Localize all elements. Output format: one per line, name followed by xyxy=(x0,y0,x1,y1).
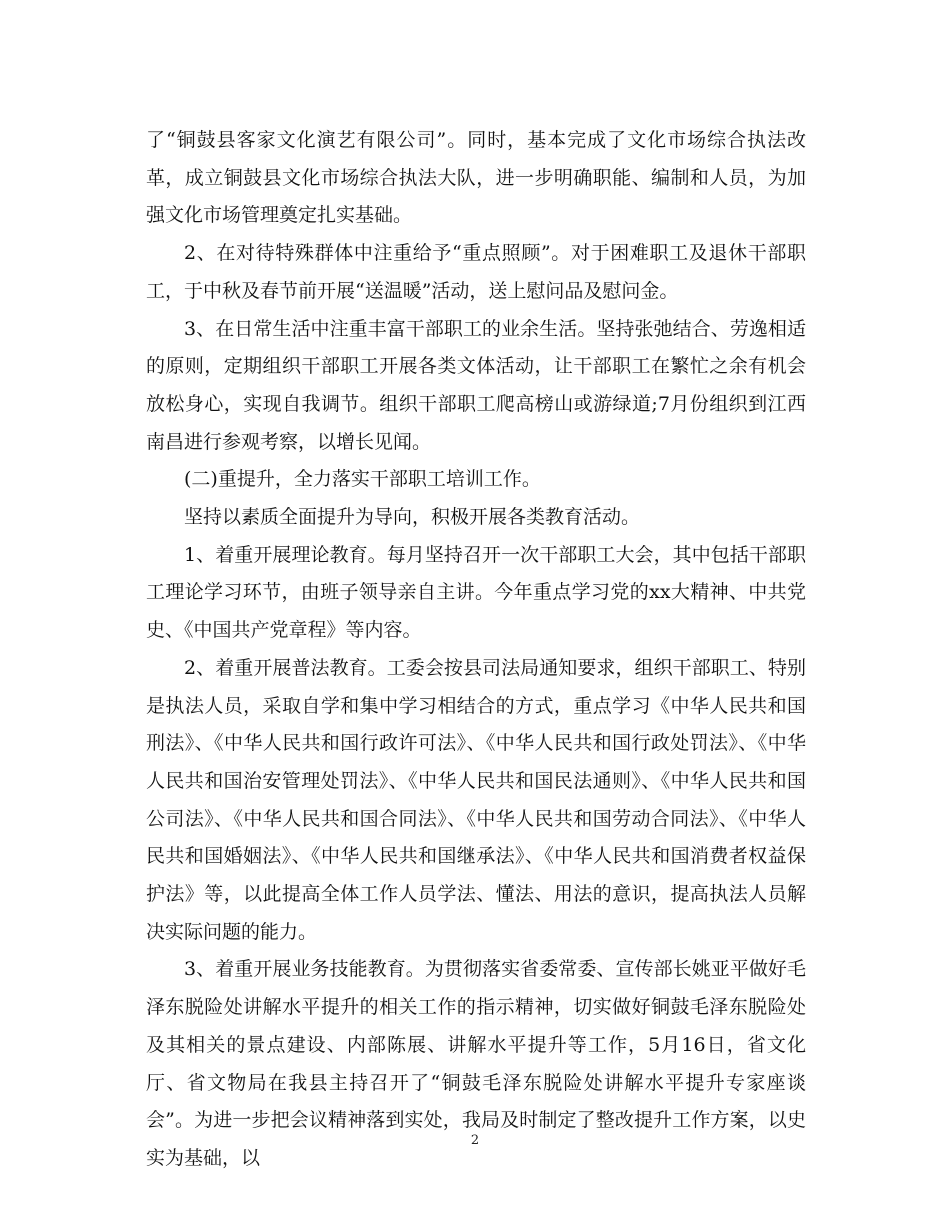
paragraph-training-intro: 坚持以素质全面提升为导向，积极开展各类教育活动。 xyxy=(184,506,641,529)
paragraph-special-groups: 2、在对待特殊群体中注重给予“重点照顾”。对于困难职工及退休干部职工，于中秋及春节前开展“送温暖”活动，送上慰问品及慰问金。 xyxy=(146,242,806,302)
paragraph-leisure-life: 3、在日常生活中注重丰富干部职工的业余生活。坚持张弛结合、劳逸相适的原则，定期组织干部职工开展各类文体活动，让干部职工在繁忙之余有机会放松身心，实现自我调节。组织干部职工爬高榜山或游绿道;7月份组织到江西南昌进行参观考察，以增长见闻。 xyxy=(146,317,806,453)
paragraph-theory-education: 1、着重开展理论教育。每月坚持召开一次干部职工大会，其中包括干部职工理论学习环节，由班子领导亲自主讲。今年重点学习党的xx大精神、中共党史、《中国共产党章程》等内容。 xyxy=(146,543,806,642)
body-text xyxy=(146,122,806,1178)
section-heading-training: (二)重提升，全力落实干部职工培训工作。 xyxy=(184,468,541,491)
paragraph-continuation: 了“铜鼓县客家文化演艺有限公司”。同时，基本完成了文化市场综合执法改革，成立铜鼓县文化市场综合执法大队，进一步明确职能、编制和人员，为加强文化市场管理奠定扎实基础。 xyxy=(146,129,806,227)
paragraph-law-education: 2、着重开展普法教育。工委会按县司法局通知要求，组织干部职工、特别是执法人员，采取自学和集中学习相结合的方式，重点学习《中华人民共和国刑法》、《中华人民共和国行政许可法》、《中华人民共和国行政处罚法》、《中华人民共和国治安管理处罚法》、《中华人民共和国民法通则》、《中华人民共和国公司法》、《中华人民共和国合同法》、《中华人民共和国劳动合同法》、《中华人民共和国婚姻法》、《中华人民共和国继承法》、《中华人民共和国消费者权益保护法》等，以此提高全体工作人员学法、懂法、用法的意识，提高执法人员解决实际问题的能力。 xyxy=(146,656,806,943)
paragraph-skills-education: 3、着重开展业务技能教育。为贯彻落实省委常委、宣传部长姚亚平做好毛泽东脱险处讲解水平提升的相关工作的指示精神，切实做好铜鼓毛泽东脱险处及其相关的景点建设、内部陈展、讲解水平提升等工作，5月16日，省文化厅、省文物局在我县主持召开了“铜鼓毛泽东脱险处讲解水平提升专家座谈会”。为进一步把会议精神落到实处，我局及时制定了整改提升工作方案，以史实为基础，以 xyxy=(146,958,806,1169)
page-number: 2 xyxy=(470,1133,480,1148)
